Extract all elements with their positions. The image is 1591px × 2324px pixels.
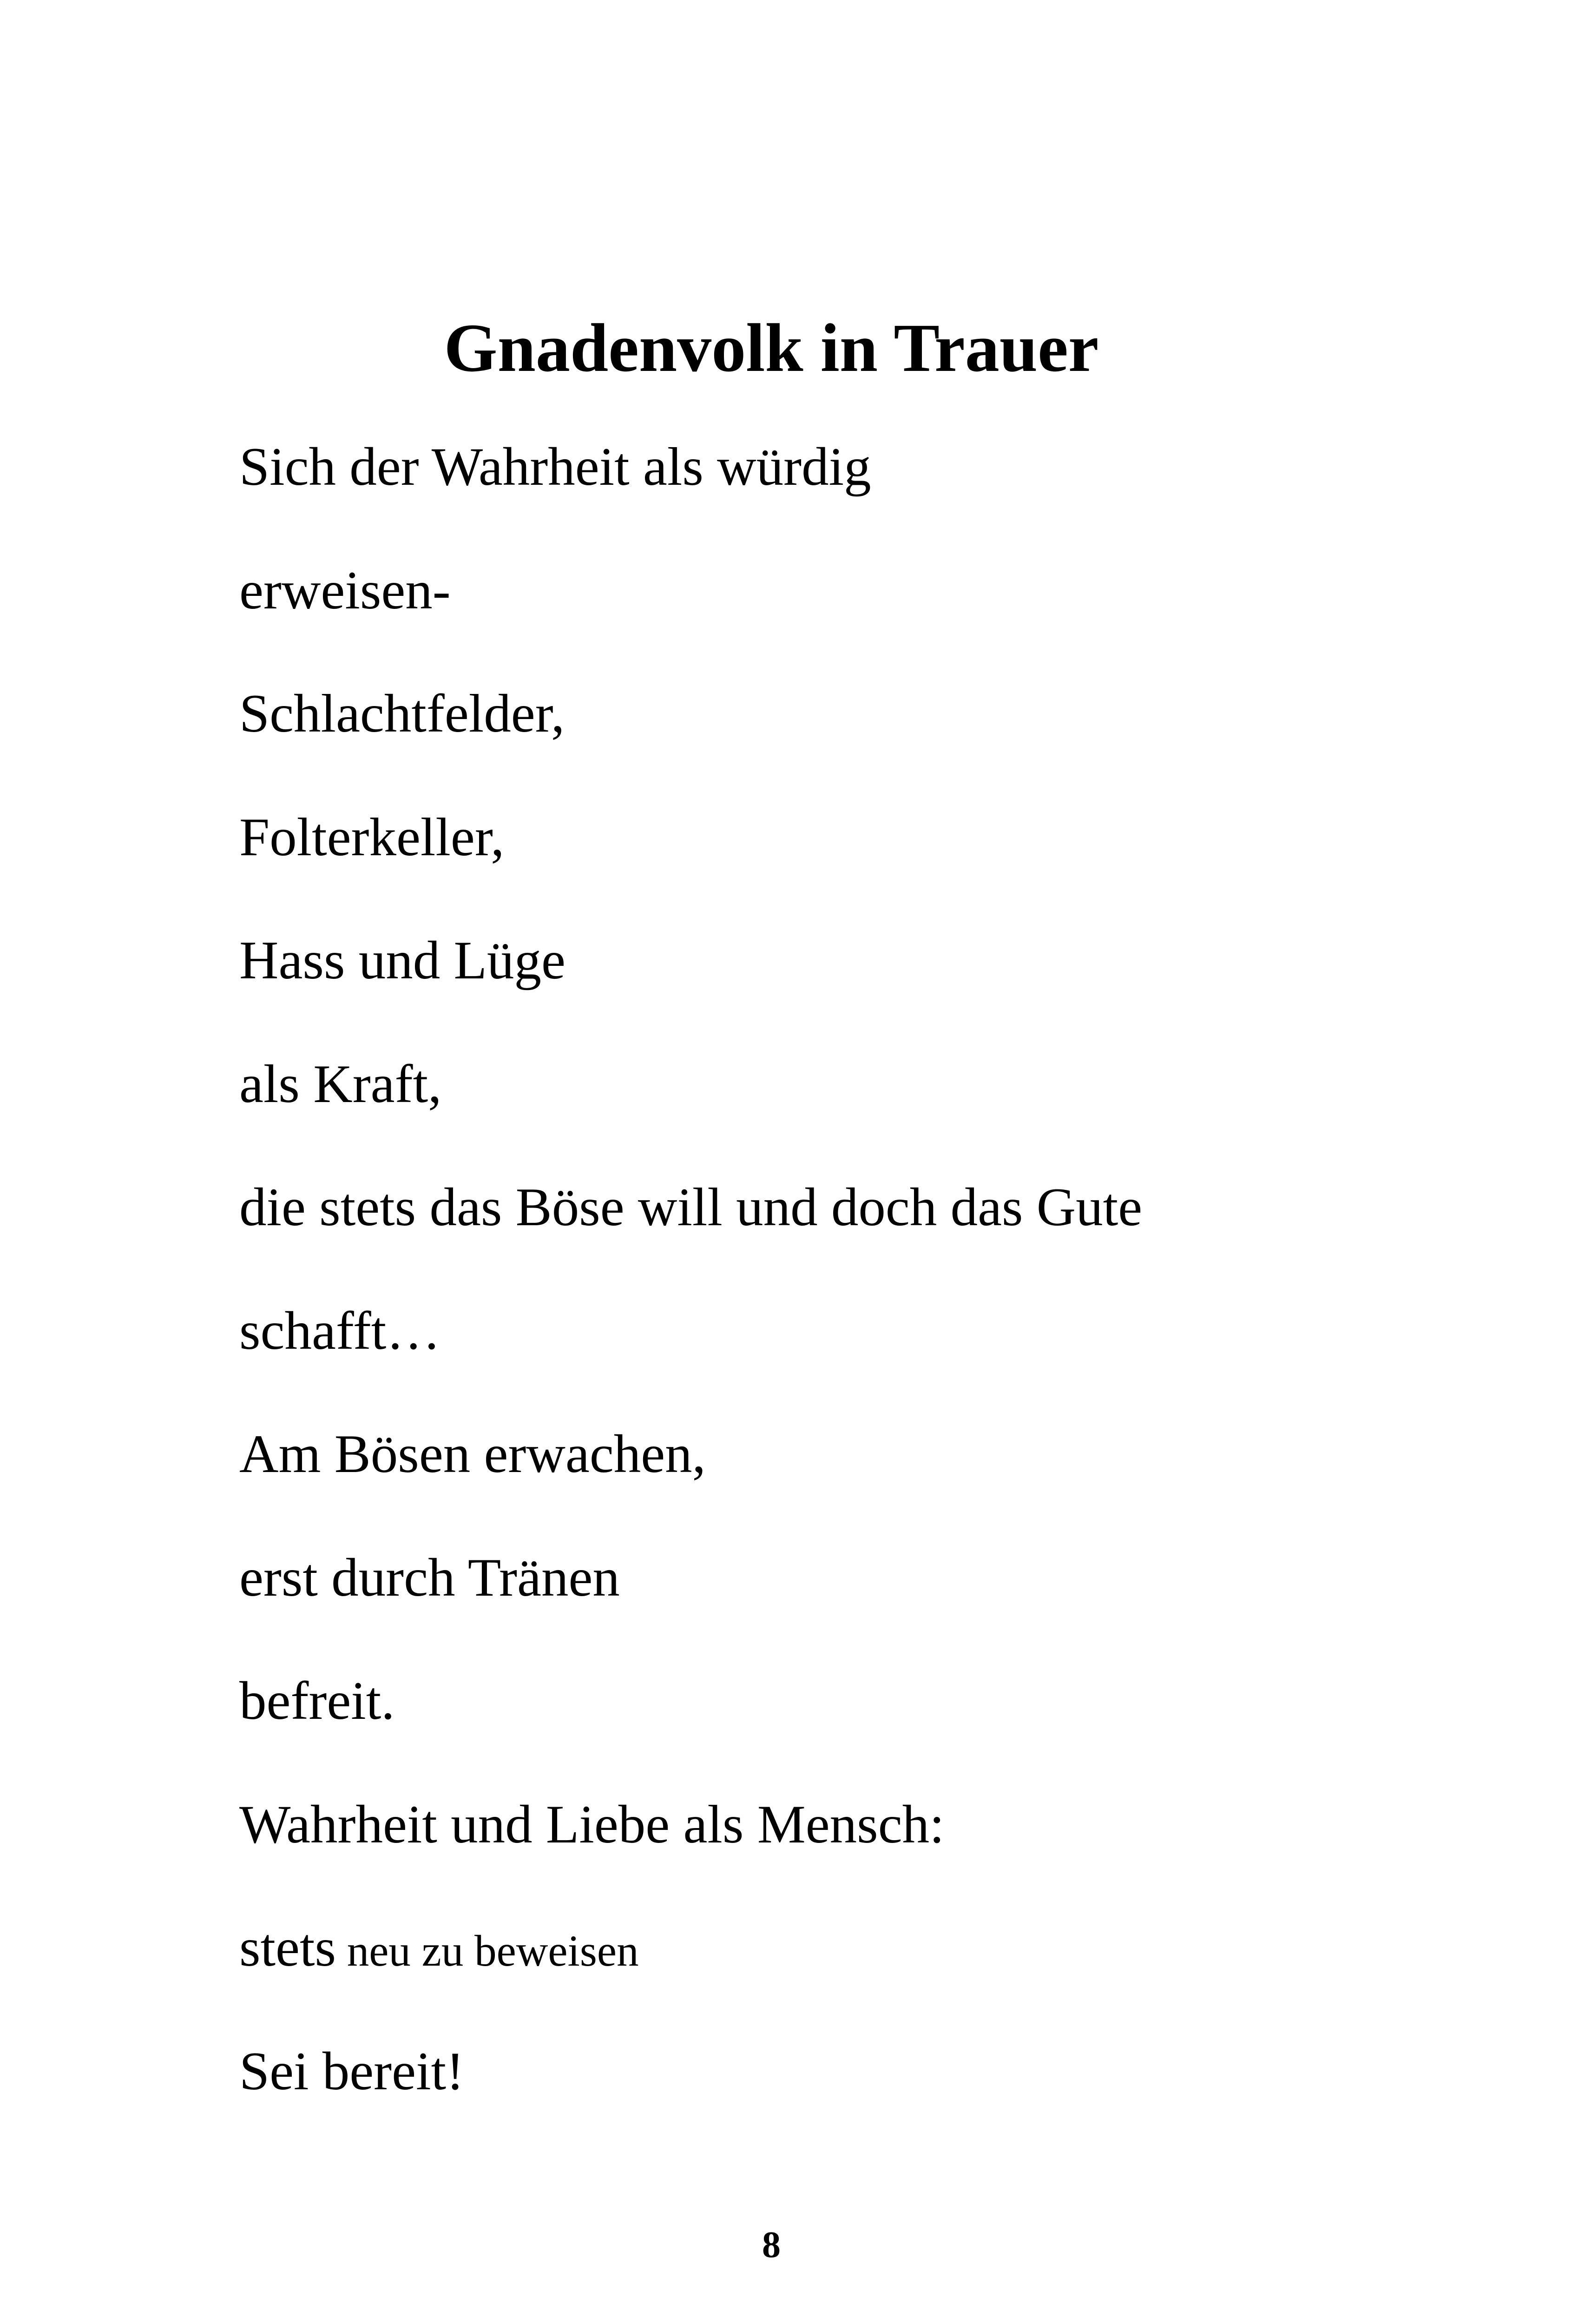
poem-line (239, 437, 1540, 561)
poem-line-text: Sich der Wahrheit als würdig (239, 437, 871, 497)
poem-line (239, 1918, 1540, 2041)
poem-line-text: als Kraft, (239, 1054, 442, 1114)
poem-line-text: Schlachtfelder, (239, 684, 565, 744)
poem-line (239, 1301, 1540, 1425)
poem-line (239, 1548, 1540, 1671)
poem-line (239, 1054, 1540, 1178)
poem-body (239, 437, 1540, 2165)
poem-line-text: schafft… (239, 1301, 441, 1361)
poem-line (239, 1177, 1540, 1301)
poem-line (239, 2041, 1540, 2165)
poem-line (239, 561, 1540, 684)
poem-line-text: Am Bösen erwachen, (239, 1424, 706, 1484)
page-number: 8 (762, 2225, 781, 2265)
poem-line-text: erst durch Tränen (239, 1547, 620, 1608)
poem-line-text: stets (239, 1918, 336, 1978)
poem-line-text: Wahrheit und Liebe als Mensch: (239, 1794, 945, 1855)
poem-line (239, 684, 1540, 807)
poem-line-text: Folterkeller, (239, 807, 505, 867)
poem-line (239, 807, 1540, 931)
poem-line (239, 931, 1540, 1054)
poem-line-text: erweisen- (239, 560, 451, 621)
poem-line-text: die stets das Böse will und doch das Gute (239, 1177, 1143, 1237)
poem-line-text: befreit. (239, 1671, 395, 1731)
poem-line (239, 1424, 1540, 1548)
poem-line (239, 1795, 1540, 1918)
poem-title: Gnadenvolk in Trauer (444, 310, 1099, 386)
poem-line-text: Hass und Lüge (239, 931, 565, 990)
poem-line-text: Sei bereit! (239, 2041, 465, 2101)
poem-line-small-text: neu zu beweisen (336, 1926, 639, 1975)
poem-line (239, 1671, 1540, 1795)
